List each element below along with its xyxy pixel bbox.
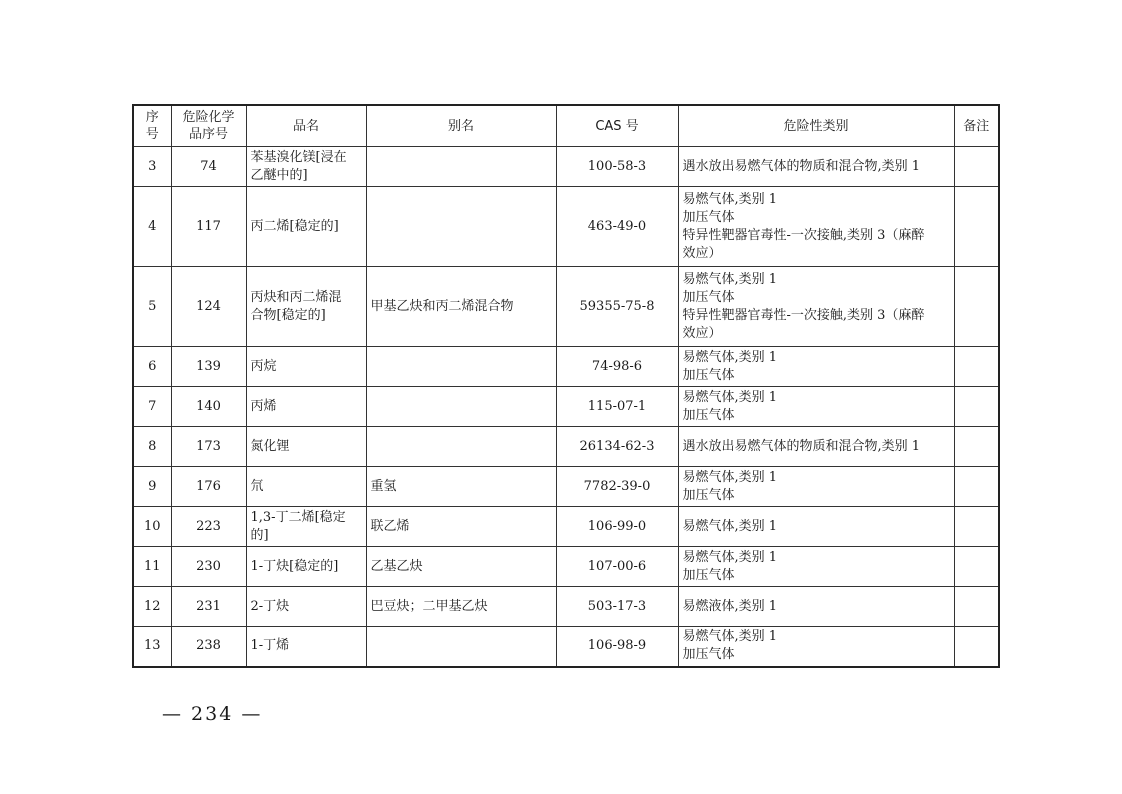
cell-name	[246, 587, 366, 627]
cell-cas: 100-58-3	[556, 147, 678, 187]
cell-line: 1-丁烯	[250, 638, 290, 654]
cell-cas: 7782-39-0	[556, 467, 678, 507]
cell-hazard	[678, 427, 954, 467]
cell-line: 易燃气体,类别 1	[682, 349, 778, 365]
cell-remark	[954, 347, 999, 387]
header-hazard: 危险性类别	[678, 105, 954, 147]
cell-hazard	[678, 627, 954, 667]
cell-remark	[954, 587, 999, 627]
cell-line: 加压气体	[682, 487, 735, 503]
cell-remark	[954, 627, 999, 667]
cell-cas: 503-17-3	[556, 587, 678, 627]
table-body	[133, 147, 999, 667]
cell-line: 易燃气体,类别 1	[682, 271, 778, 287]
cell-seq: 8	[133, 427, 171, 467]
header-cas: CAS 号	[556, 105, 678, 147]
cell-name	[246, 387, 366, 427]
header-hc-seq: 危险化学 品序号	[171, 105, 246, 147]
table-row	[133, 147, 999, 187]
cell-remark	[954, 547, 999, 587]
cell-hazard	[678, 547, 954, 587]
cell-name	[246, 507, 366, 547]
table-row	[133, 427, 999, 467]
cell-hazard	[678, 587, 954, 627]
cell-hazard	[678, 507, 954, 547]
cell-hc-seq: 176	[171, 467, 246, 507]
cell-seq: 10	[133, 507, 171, 547]
cell-line: 加压气体	[682, 209, 735, 225]
header-alias: 别名	[366, 105, 556, 147]
cell-line: 2-丁炔	[250, 598, 290, 614]
cell-name	[246, 467, 366, 507]
cell-hazard	[678, 147, 954, 187]
cell-name	[246, 187, 366, 267]
cell-hazard	[678, 267, 954, 347]
cell-hc-seq: 139	[171, 347, 246, 387]
cell-alias: 联乙烯	[366, 507, 556, 547]
cell-seq: 13	[133, 627, 171, 667]
cell-line: 易燃气体,类别 1	[682, 629, 778, 645]
header-seq: 序 号	[133, 105, 171, 147]
cell-name	[246, 427, 366, 467]
cell-alias: 重氢	[366, 467, 556, 507]
cell-alias: 巴豆炔；二甲基乙炔	[366, 587, 556, 627]
cell-name	[246, 627, 366, 667]
cell-hc-seq: 124	[171, 267, 246, 347]
cell-line: 易燃气体,类别 1	[682, 191, 778, 207]
cell-seq: 5	[133, 267, 171, 347]
table-row	[133, 547, 999, 587]
cell-name	[246, 547, 366, 587]
cell-hazard	[678, 467, 954, 507]
cell-line: 加压气体	[682, 567, 735, 583]
cell-cas: 107-00-6	[556, 547, 678, 587]
cell-line: 乙醚中的]	[250, 167, 308, 183]
cell-line: 易燃气体,类别 1	[682, 518, 778, 534]
cell-line: 遇水放出易燃气体的物质和混合物,类别 1	[682, 438, 921, 454]
hazardous-chemicals-table	[132, 104, 1000, 668]
cell-remark	[954, 387, 999, 427]
cell-line: 1-丁炔[稳定的]	[250, 558, 339, 574]
cell-line: 易燃气体,类别 1	[682, 469, 778, 485]
cell-hc-seq: 223	[171, 507, 246, 547]
cell-line: 合物[稳定的]	[250, 307, 326, 323]
table-row	[133, 627, 999, 667]
cell-remark	[954, 467, 999, 507]
table-row	[133, 387, 999, 427]
cell-cas: 106-99-0	[556, 507, 678, 547]
cell-line: 易燃液体,类别 1	[682, 598, 778, 614]
cell-remark	[954, 147, 999, 187]
cell-seq: 9	[133, 467, 171, 507]
cell-line: 丙烯	[250, 398, 277, 414]
cell-hc-seq: 230	[171, 547, 246, 587]
cell-seq: 6	[133, 347, 171, 387]
cell-line: 丙炔和丙二烯混	[250, 289, 342, 305]
cell-line: 易燃气体,类别 1	[682, 549, 778, 565]
table-row	[133, 587, 999, 627]
cell-hazard	[678, 347, 954, 387]
cell-line: 苯基溴化镁[浸在	[250, 149, 347, 165]
cell-cas: 463-49-0	[556, 187, 678, 267]
cell-hc-seq: 117	[171, 187, 246, 267]
cell-hc-seq: 173	[171, 427, 246, 467]
cell-hc-seq: 74	[171, 147, 246, 187]
cell-line: 丙二烯[稳定的]	[250, 218, 339, 234]
cell-seq: 11	[133, 547, 171, 587]
cell-cas: 106-98-9	[556, 627, 678, 667]
cell-line: 1,3-丁二烯[稳定	[250, 509, 346, 525]
cell-line: 氮化锂	[250, 438, 290, 454]
header-name: 品名	[246, 105, 366, 147]
cell-line: 效应）	[682, 245, 722, 261]
table-row	[133, 467, 999, 507]
cell-seq: 7	[133, 387, 171, 427]
cell-alias	[366, 427, 556, 467]
cell-cas: 59355-75-8	[556, 267, 678, 347]
cell-alias: 甲基乙炔和丙二烯混合物	[366, 267, 556, 347]
cell-hc-seq: 140	[171, 387, 246, 427]
cell-alias	[366, 147, 556, 187]
cell-name	[246, 267, 366, 347]
cell-line: 加压气体	[682, 407, 735, 423]
cell-hc-seq: 238	[171, 627, 246, 667]
cell-alias	[366, 627, 556, 667]
cell-hazard	[678, 187, 954, 267]
header-remark: 备注	[954, 105, 999, 147]
cell-line: 遇水放出易燃气体的物质和混合物,类别 1	[682, 158, 921, 174]
table-row	[133, 507, 999, 547]
cell-line: 易燃气体,类别 1	[682, 389, 778, 405]
cell-remark	[954, 187, 999, 267]
cell-line: 的]	[250, 527, 269, 543]
cell-line: 特异性靶器官毒性-一次接触,类别 3（麻醉	[682, 307, 925, 323]
cell-remark	[954, 507, 999, 547]
cell-line: 加压气体	[682, 367, 735, 383]
cell-name	[246, 347, 366, 387]
page-number: — 234 —	[162, 703, 263, 725]
cell-hazard	[678, 387, 954, 427]
cell-remark	[954, 267, 999, 347]
cell-hc-seq: 231	[171, 587, 246, 627]
cell-alias: 乙基乙炔	[366, 547, 556, 587]
cell-alias	[366, 347, 556, 387]
table-row	[133, 347, 999, 387]
cell-cas: 74-98-6	[556, 347, 678, 387]
cell-cas: 115-07-1	[556, 387, 678, 427]
table-row	[133, 187, 999, 267]
cell-line: 加压气体	[682, 289, 735, 305]
cell-remark	[954, 427, 999, 467]
cell-line: 氘	[250, 478, 264, 494]
cell-seq: 4	[133, 187, 171, 267]
cell-name	[246, 147, 366, 187]
cell-seq: 3	[133, 147, 171, 187]
cell-line: 效应）	[682, 325, 722, 341]
cell-alias	[366, 187, 556, 267]
cell-line: 丙烷	[250, 358, 277, 374]
table-row	[133, 267, 999, 347]
cell-line: 特异性靶器官毒性-一次接触,类别 3（麻醉	[682, 227, 925, 243]
cell-alias	[366, 387, 556, 427]
cell-cas: 26134-62-3	[556, 427, 678, 467]
cell-line: 加压气体	[682, 647, 735, 663]
header-row	[133, 105, 999, 147]
cell-seq: 12	[133, 587, 171, 627]
